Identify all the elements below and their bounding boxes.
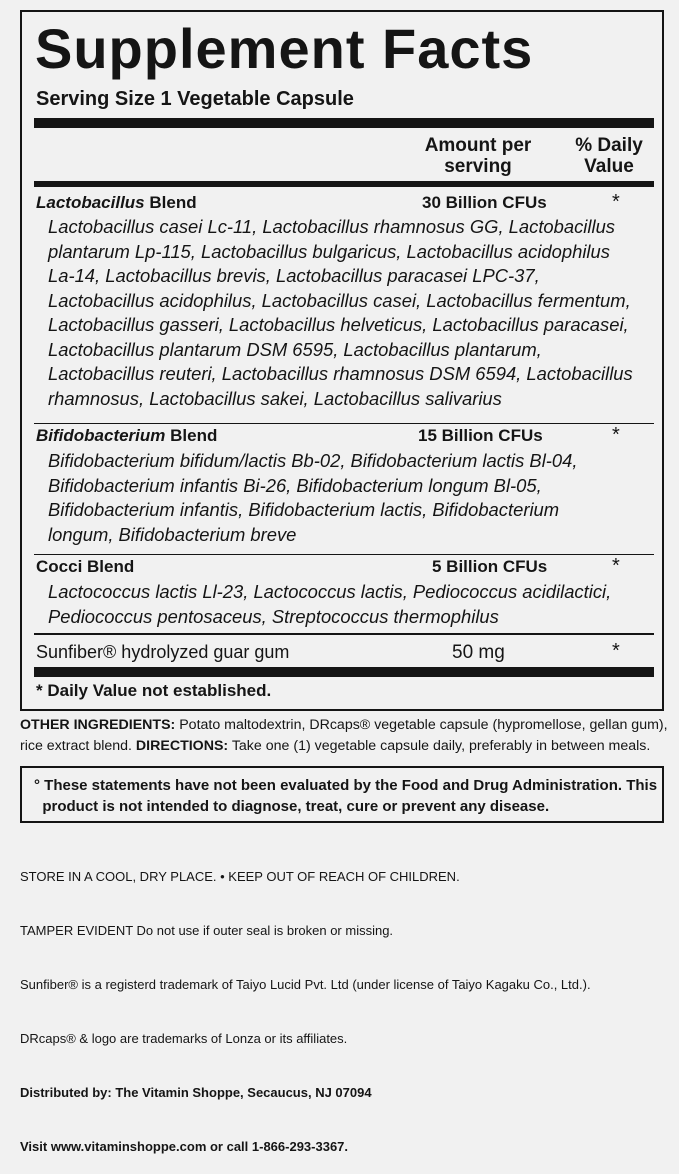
other-ingredients-text: Potato maltodextrin, DRcaps® vegetable capsule (hypromellose, gellan gum), rice extract blend. [20,717,668,754]
blend-amount: 5 Billion CFUs [432,557,548,576]
blend-name-rest: Cocci Blend [36,557,135,576]
divider-thick [34,118,654,128]
blend-amount: 15 Billion CFUs [418,426,543,445]
ingredient-amount: 50 mg [452,642,505,663]
blend-name-italic: Bifidobacterium [36,426,166,445]
serving-size: Serving Size 1 Vegetable Capsule [36,88,354,110]
header-amount-text: Amount per serving [424,135,532,177]
daily-value-footnote: * Daily Value not established. [36,681,272,700]
daily-value-star: * [612,191,620,213]
other-ingredients [20,715,670,757]
contact-info: Visit www.vitaminshoppe.com or call 1-866-293-3367. [20,1139,349,1154]
blend-name-rest: Blend [144,193,197,212]
divider-thin [34,423,654,424]
divider-thin [34,554,654,555]
other-ingredients-label: OTHER INGREDIENTS: [20,717,176,733]
tamper-warning: TAMPER EVIDENT Do not use if outer seal is broken or missing. [20,923,394,938]
blend-name [36,557,134,577]
blend-name [36,426,217,446]
divider-thin [34,633,654,635]
directions-text: Take one (1) vegetable capsule daily, preferably in between meals. [228,738,651,754]
blend-amount: 30 Billion CFUs [422,193,547,212]
strain-list: Bifidobacterium bifidum/lactis Bb-02, Bifidobacterium lactis Bl-04, Bifidobacterium infantis Bi-26, Bifidobacterium longum Bl-05, Bifidobacterium infantis, Bifidobacterium lactis, Bifidobacterium longum, Bifidobacterium breve [48,450,578,545]
header-amount [418,135,538,177]
panel-title: Supplement Facts [35,17,534,80]
storage-warning: STORE IN A COOL, DRY PLACE. • KEEP OUT OF REACH OF CHILDREN. [20,869,460,884]
header-dv-text: % Daily Value [575,135,643,177]
sunfiber-trademark: Sunfiber® is a registerd trademark of Taiyo Lucid Pvt. Ltd (under license of Taiyo Kagaku Co., Ltd.). [20,977,591,992]
daily-value-star: * [612,424,620,446]
daily-value-star: * [612,555,620,577]
ingredient-name: Sunfiber® hydrolyzed guar gum [36,642,290,662]
blend-name [36,193,197,213]
supplement-facts-panel [20,10,664,711]
header-daily-value [564,135,654,177]
fda-disclaimer-box [20,766,664,823]
strain-list: Lactococcus lactis Ll-23, Lactococcus lactis, Pediococcus acidilactici, Pediococcus pentosaceus, Streptococcus thermophilus [48,581,612,627]
strain-list: Lactobacillus casei Lc-11, Lactobacillus rhamnosus GG, Lactobacillus plantarum Lp-115, Lactobacillus bulgaricus, Lactobacillus acidophilus La-14, Lactobacillus brevis, Lactobacillus paracasei LPC-37, Lactobacillus acidophilus, Lactobacillus casei, Lactobacillus fermentum, Lactobacillus gasseri, Lactobacillus helveticus, Lactobacillus paracasei, Lactobacillus plantarum DSM 6595, Lactobacillus plantarum, Lactobacillus reuteri, Lactobacillus rhamnosus DSM 6594, Lactobacillus rhamnosus, Lactobacillus sakei, Lactobacillus salivarius [48,216,633,409]
divider-thick [34,667,654,677]
distributor: Distributed by: The Vitamin Shoppe, Secaucus, NJ 07094 [20,1085,372,1100]
blend-name-rest: Blend [165,426,218,445]
daily-value-star: * [612,640,620,662]
fine-print [20,832,591,1174]
directions-label: DIRECTIONS: [135,738,229,754]
drcaps-trademark: DRcaps® & logo are trademarks of Lonza or its affiliates. [20,1031,348,1046]
fda-disclaimer: ° These statements have not been evaluated by the Food and Drug Administration. This product is not intended to diagnose, treat, cure or prevent any disease. [34,777,658,815]
blend-name-italic: Lactobacillus [36,193,145,212]
divider-medium [34,181,654,187]
